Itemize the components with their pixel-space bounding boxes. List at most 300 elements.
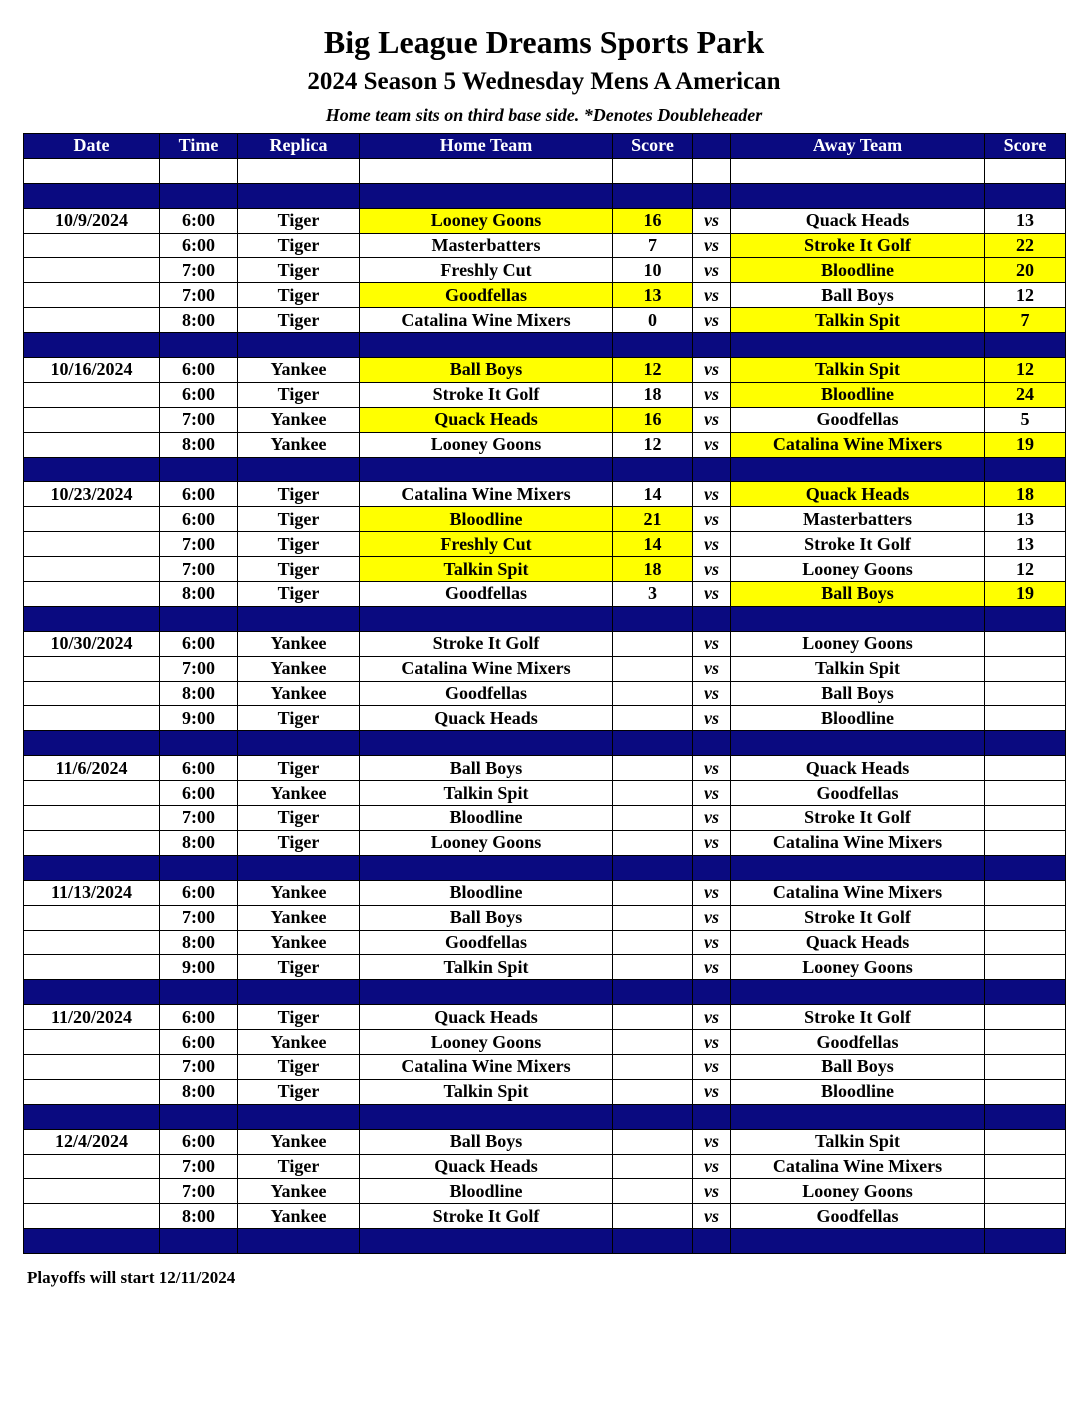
game-row: [24, 258, 1066, 283]
away-team-cell: Talkin Spit: [731, 1129, 985, 1154]
away-score-cell: 7: [985, 308, 1066, 333]
away-score-cell: [985, 457, 1066, 482]
vs-cell: [693, 731, 731, 756]
blank-row: [24, 158, 1066, 183]
date-cell: [24, 1054, 160, 1079]
home-score-cell: [613, 1204, 693, 1229]
home-team-cell: Goodfellas: [360, 930, 613, 955]
time-cell: 6:00: [160, 208, 238, 233]
home-team-cell: Ball Boys: [360, 756, 613, 781]
away-score-cell: 12: [985, 283, 1066, 308]
time-cell: 8:00: [160, 1204, 238, 1229]
date-cell: [24, 432, 160, 457]
home-score-cell: [613, 756, 693, 781]
vs-cell: [693, 606, 731, 631]
away-team-cell: [731, 731, 985, 756]
vs-cell: vs: [693, 905, 731, 930]
replica-cell: Tiger: [238, 1005, 360, 1030]
vs-cell: vs: [693, 482, 731, 507]
time-cell: 8:00: [160, 432, 238, 457]
time-cell: [160, 731, 238, 756]
away-score-cell: [985, 1204, 1066, 1229]
header-row: [24, 134, 1066, 159]
home-team-cell: Bloodline: [360, 1179, 613, 1204]
separator-row: [24, 731, 1066, 756]
away-score-cell: 5: [985, 407, 1066, 432]
away-score-cell: [985, 1104, 1066, 1129]
home-score-cell: [613, 1104, 693, 1129]
away-team-cell: Ball Boys: [731, 681, 985, 706]
home-team-cell: Ball Boys: [360, 905, 613, 930]
away-team-cell: Talkin Spit: [731, 308, 985, 333]
away-score-cell: [985, 955, 1066, 980]
away-team-cell: Stroke It Golf: [731, 233, 985, 258]
time-cell: 6:00: [160, 781, 238, 806]
home-score-cell: 14: [613, 482, 693, 507]
home-score-cell: [613, 1129, 693, 1154]
away-team-cell: [731, 1229, 985, 1254]
away-score-cell: [985, 880, 1066, 905]
game-row: [24, 507, 1066, 532]
vs-cell: vs: [693, 582, 731, 607]
away-team-cell: Stroke It Golf: [731, 532, 985, 557]
away-team-cell: [731, 980, 985, 1005]
home-score-cell: [613, 706, 693, 731]
replica-cell: [238, 158, 360, 183]
away-score-cell: [985, 1129, 1066, 1154]
game-row: [24, 905, 1066, 930]
home-score-cell: [613, 333, 693, 358]
date-cell: [24, 606, 160, 631]
time-cell: 6:00: [160, 507, 238, 532]
game-row: [24, 1204, 1066, 1229]
time-cell: [160, 1229, 238, 1254]
date-cell: [24, 1229, 160, 1254]
away-score-cell: [985, 706, 1066, 731]
time-cell: 6:00: [160, 482, 238, 507]
vs-cell: vs: [693, 706, 731, 731]
vs-cell: [693, 1229, 731, 1254]
home-team-cell: Looney Goons: [360, 830, 613, 855]
time-cell: [160, 183, 238, 208]
vs-cell: vs: [693, 382, 731, 407]
replica-cell: [238, 183, 360, 208]
home-team-cell: Stroke It Golf: [360, 382, 613, 407]
time-cell: 8:00: [160, 1079, 238, 1104]
home-team-cell: [360, 1229, 613, 1254]
separator-row: [24, 333, 1066, 358]
game-row: [24, 830, 1066, 855]
home-team-cell: Masterbatters: [360, 233, 613, 258]
date-cell: [24, 532, 160, 557]
away-score-cell: [985, 830, 1066, 855]
game-row: [24, 407, 1066, 432]
col-date: Date: [24, 134, 160, 159]
vs-cell: vs: [693, 308, 731, 333]
date-cell: [24, 1179, 160, 1204]
separator-row: [24, 980, 1066, 1005]
home-score-cell: 13: [613, 283, 693, 308]
away-score-cell: 24: [985, 382, 1066, 407]
home-team-cell: Quack Heads: [360, 706, 613, 731]
date-cell: [24, 407, 160, 432]
away-team-cell: Stroke It Golf: [731, 1005, 985, 1030]
col-away-score: Score: [985, 134, 1066, 159]
home-score-cell: 10: [613, 258, 693, 283]
replica-cell: Yankee: [238, 432, 360, 457]
home-score-cell: 18: [613, 382, 693, 407]
home-team-cell: Catalina Wine Mixers: [360, 1054, 613, 1079]
away-team-cell: Talkin Spit: [731, 358, 985, 383]
away-team-cell: Quack Heads: [731, 482, 985, 507]
date-cell: [24, 1104, 160, 1129]
replica-cell: Tiger: [238, 582, 360, 607]
replica-cell: Tiger: [238, 482, 360, 507]
date-cell: 11/6/2024: [24, 756, 160, 781]
vs-cell: vs: [693, 1030, 731, 1055]
home-score-cell: [613, 1079, 693, 1104]
replica-cell: Yankee: [238, 358, 360, 383]
date-cell: 10/30/2024: [24, 631, 160, 656]
away-team-cell: Masterbatters: [731, 507, 985, 532]
date-cell: 11/13/2024: [24, 880, 160, 905]
home-score-cell: 7: [613, 233, 693, 258]
time-cell: 7:00: [160, 532, 238, 557]
replica-cell: Tiger: [238, 308, 360, 333]
away-score-cell: [985, 1030, 1066, 1055]
home-team-cell: Quack Heads: [360, 407, 613, 432]
game-row: [24, 1030, 1066, 1055]
time-cell: 6:00: [160, 233, 238, 258]
away-score-cell: 13: [985, 507, 1066, 532]
home-team-cell: [360, 457, 613, 482]
away-score-cell: 20: [985, 258, 1066, 283]
time-cell: 7:00: [160, 1179, 238, 1204]
home-score-cell: [613, 1229, 693, 1254]
home-score-cell: [613, 955, 693, 980]
home-team-cell: Stroke It Golf: [360, 1204, 613, 1229]
date-cell: [24, 980, 160, 1005]
date-cell: [24, 855, 160, 880]
home-team-cell: [360, 158, 613, 183]
away-team-cell: Goodfellas: [731, 1204, 985, 1229]
replica-cell: [238, 1104, 360, 1129]
time-cell: 7:00: [160, 258, 238, 283]
replica-cell: Yankee: [238, 1204, 360, 1229]
vs-cell: vs: [693, 557, 731, 582]
vs-cell: [693, 980, 731, 1005]
game-row: [24, 781, 1066, 806]
time-cell: 7:00: [160, 656, 238, 681]
game-row: [24, 880, 1066, 905]
home-score-cell: 14: [613, 532, 693, 557]
away-score-cell: [985, 606, 1066, 631]
time-cell: 8:00: [160, 681, 238, 706]
home-team-cell: Talkin Spit: [360, 955, 613, 980]
game-row: [24, 1129, 1066, 1154]
home-team-cell: Freshly Cut: [360, 258, 613, 283]
away-score-cell: [985, 756, 1066, 781]
vs-cell: vs: [693, 432, 731, 457]
home-team-cell: Catalina Wine Mixers: [360, 308, 613, 333]
away-team-cell: [731, 457, 985, 482]
time-cell: 6:00: [160, 1030, 238, 1055]
time-cell: 8:00: [160, 308, 238, 333]
vs-cell: vs: [693, 880, 731, 905]
replica-cell: Tiger: [238, 830, 360, 855]
date-cell: 11/20/2024: [24, 1005, 160, 1030]
date-cell: [24, 681, 160, 706]
replica-cell: [238, 606, 360, 631]
separator-row: [24, 855, 1066, 880]
date-cell: [24, 930, 160, 955]
home-team-cell: Stroke It Golf: [360, 631, 613, 656]
game-row: [24, 532, 1066, 557]
col-vs: [693, 134, 731, 159]
game-row: [24, 681, 1066, 706]
replica-cell: [238, 855, 360, 880]
vs-cell: vs: [693, 930, 731, 955]
col-home-score: Score: [613, 134, 693, 159]
home-team-cell: Freshly Cut: [360, 532, 613, 557]
home-team-cell: [360, 1104, 613, 1129]
home-team-cell: Ball Boys: [360, 1129, 613, 1154]
replica-cell: Tiger: [238, 756, 360, 781]
away-team-cell: Looney Goons: [731, 1179, 985, 1204]
page-title: Big League Dreams Sports Park: [323, 24, 765, 60]
col-home-team: Home Team: [360, 134, 613, 159]
away-score-cell: [985, 1079, 1066, 1104]
away-score-cell: 13: [985, 208, 1066, 233]
replica-cell: Tiger: [238, 258, 360, 283]
away-team-cell: Looney Goons: [731, 955, 985, 980]
away-team-cell: Quack Heads: [731, 208, 985, 233]
replica-cell: [238, 980, 360, 1005]
away-score-cell: [985, 930, 1066, 955]
date-cell: 12/4/2024: [24, 1129, 160, 1154]
away-team-cell: Stroke It Golf: [731, 905, 985, 930]
replica-cell: [238, 457, 360, 482]
date-cell: [24, 706, 160, 731]
date-cell: [24, 158, 160, 183]
away-score-cell: [985, 1179, 1066, 1204]
away-score-cell: [985, 781, 1066, 806]
home-score-cell: [613, 781, 693, 806]
home-team-cell: Talkin Spit: [360, 781, 613, 806]
away-team-cell: Bloodline: [731, 706, 985, 731]
home-score-cell: [613, 880, 693, 905]
date-cell: 10/23/2024: [24, 482, 160, 507]
vs-cell: [693, 855, 731, 880]
date-cell: [24, 955, 160, 980]
vs-cell: [693, 457, 731, 482]
date-cell: [24, 656, 160, 681]
time-cell: 7:00: [160, 1054, 238, 1079]
home-score-cell: [613, 1054, 693, 1079]
away-score-cell: [985, 631, 1066, 656]
vs-cell: [693, 333, 731, 358]
time-cell: [160, 855, 238, 880]
home-score-cell: 12: [613, 358, 693, 383]
date-cell: [24, 507, 160, 532]
separator-row: [24, 1229, 1066, 1254]
away-team-cell: Catalina Wine Mixers: [731, 432, 985, 457]
schedule-table: [23, 133, 1066, 1254]
vs-cell: vs: [693, 283, 731, 308]
game-row: [24, 382, 1066, 407]
away-team-cell: Catalina Wine Mixers: [731, 830, 985, 855]
replica-cell: Tiger: [238, 1154, 360, 1179]
vs-cell: vs: [693, 1005, 731, 1030]
date-cell: [24, 781, 160, 806]
replica-cell: Yankee: [238, 407, 360, 432]
home-team-cell: Goodfellas: [360, 582, 613, 607]
replica-cell: Yankee: [238, 930, 360, 955]
home-score-cell: [613, 1154, 693, 1179]
time-cell: 6:00: [160, 1005, 238, 1030]
home-team-cell: Bloodline: [360, 806, 613, 831]
vs-cell: vs: [693, 1054, 731, 1079]
game-row: [24, 1154, 1066, 1179]
time-cell: 6:00: [160, 631, 238, 656]
vs-cell: vs: [693, 830, 731, 855]
date-cell: [24, 333, 160, 358]
away-score-cell: [985, 905, 1066, 930]
time-cell: 9:00: [160, 706, 238, 731]
home-team-cell: Quack Heads: [360, 1005, 613, 1030]
replica-cell: Yankee: [238, 631, 360, 656]
game-row: [24, 283, 1066, 308]
away-team-cell: Bloodline: [731, 258, 985, 283]
away-score-cell: [985, 855, 1066, 880]
replica-cell: Yankee: [238, 880, 360, 905]
date-cell: [24, 905, 160, 930]
home-score-cell: 0: [613, 308, 693, 333]
replica-cell: Tiger: [238, 955, 360, 980]
time-cell: 6:00: [160, 358, 238, 383]
away-team-cell: [731, 855, 985, 880]
time-cell: [160, 1104, 238, 1129]
home-team-cell: Talkin Spit: [360, 1079, 613, 1104]
away-score-cell: [985, 656, 1066, 681]
time-cell: [160, 333, 238, 358]
away-score-cell: 13: [985, 532, 1066, 557]
replica-cell: Yankee: [238, 681, 360, 706]
home-team-cell: Looney Goons: [360, 208, 613, 233]
game-row: [24, 930, 1066, 955]
home-score-cell: [613, 656, 693, 681]
game-row: [24, 706, 1066, 731]
vs-cell: vs: [693, 358, 731, 383]
replica-cell: [238, 333, 360, 358]
away-team-cell: Ball Boys: [731, 582, 985, 607]
away-team-cell: [731, 333, 985, 358]
replica-cell: [238, 731, 360, 756]
time-cell: 9:00: [160, 955, 238, 980]
away-score-cell: [985, 806, 1066, 831]
away-score-cell: 18: [985, 482, 1066, 507]
away-team-cell: Quack Heads: [731, 930, 985, 955]
home-team-cell: [360, 183, 613, 208]
game-row: [24, 582, 1066, 607]
time-cell: 8:00: [160, 830, 238, 855]
time-cell: 6:00: [160, 1129, 238, 1154]
game-row: [24, 358, 1066, 383]
home-score-cell: [613, 980, 693, 1005]
game-row: [24, 208, 1066, 233]
vs-cell: vs: [693, 781, 731, 806]
home-score-cell: [613, 681, 693, 706]
away-score-cell: [985, 1154, 1066, 1179]
away-score-cell: 22: [985, 233, 1066, 258]
away-score-cell: [985, 333, 1066, 358]
game-row: [24, 557, 1066, 582]
game-row: [24, 1079, 1066, 1104]
time-cell: [160, 158, 238, 183]
replica-cell: [238, 1229, 360, 1254]
away-team-cell: Goodfellas: [731, 1030, 985, 1055]
col-away-team: Away Team: [731, 134, 985, 159]
home-team-cell: [360, 333, 613, 358]
home-team-cell: [360, 731, 613, 756]
game-row: [24, 432, 1066, 457]
replica-cell: Tiger: [238, 1054, 360, 1079]
away-team-cell: [731, 183, 985, 208]
home-score-cell: 18: [613, 557, 693, 582]
time-cell: 7:00: [160, 806, 238, 831]
date-cell: [24, 258, 160, 283]
time-cell: 6:00: [160, 382, 238, 407]
replica-cell: Tiger: [238, 806, 360, 831]
separator-row: [24, 457, 1066, 482]
away-score-cell: [985, 681, 1066, 706]
separator-row: [24, 183, 1066, 208]
away-team-cell: Goodfellas: [731, 407, 985, 432]
home-score-cell: [613, 631, 693, 656]
schedule-note: Home team sits on third base side. *Denotes Doubleheader: [325, 105, 763, 125]
home-score-cell: [613, 830, 693, 855]
date-cell: 10/16/2024: [24, 358, 160, 383]
home-score-cell: [613, 731, 693, 756]
away-team-cell: Catalina Wine Mixers: [731, 880, 985, 905]
game-row: [24, 756, 1066, 781]
away-score-cell: [985, 183, 1066, 208]
vs-cell: vs: [693, 656, 731, 681]
time-cell: 7:00: [160, 1154, 238, 1179]
home-team-cell: Catalina Wine Mixers: [360, 656, 613, 681]
home-score-cell: [613, 1005, 693, 1030]
date-cell: [24, 382, 160, 407]
vs-cell: [693, 158, 731, 183]
home-score-cell: 21: [613, 507, 693, 532]
date-cell: [24, 830, 160, 855]
home-score-cell: [613, 183, 693, 208]
away-team-cell: Ball Boys: [731, 283, 985, 308]
schedule-body: [24, 158, 1066, 1253]
replica-cell: Yankee: [238, 1129, 360, 1154]
game-row: [24, 806, 1066, 831]
date-cell: [24, 183, 160, 208]
home-score-cell: [613, 606, 693, 631]
home-team-cell: Goodfellas: [360, 681, 613, 706]
date-cell: [24, 582, 160, 607]
replica-cell: Tiger: [238, 1079, 360, 1104]
replica-cell: Yankee: [238, 1030, 360, 1055]
replica-cell: Tiger: [238, 208, 360, 233]
col-replica: Replica: [238, 134, 360, 159]
replica-cell: Tiger: [238, 382, 360, 407]
home-score-cell: [613, 1030, 693, 1055]
